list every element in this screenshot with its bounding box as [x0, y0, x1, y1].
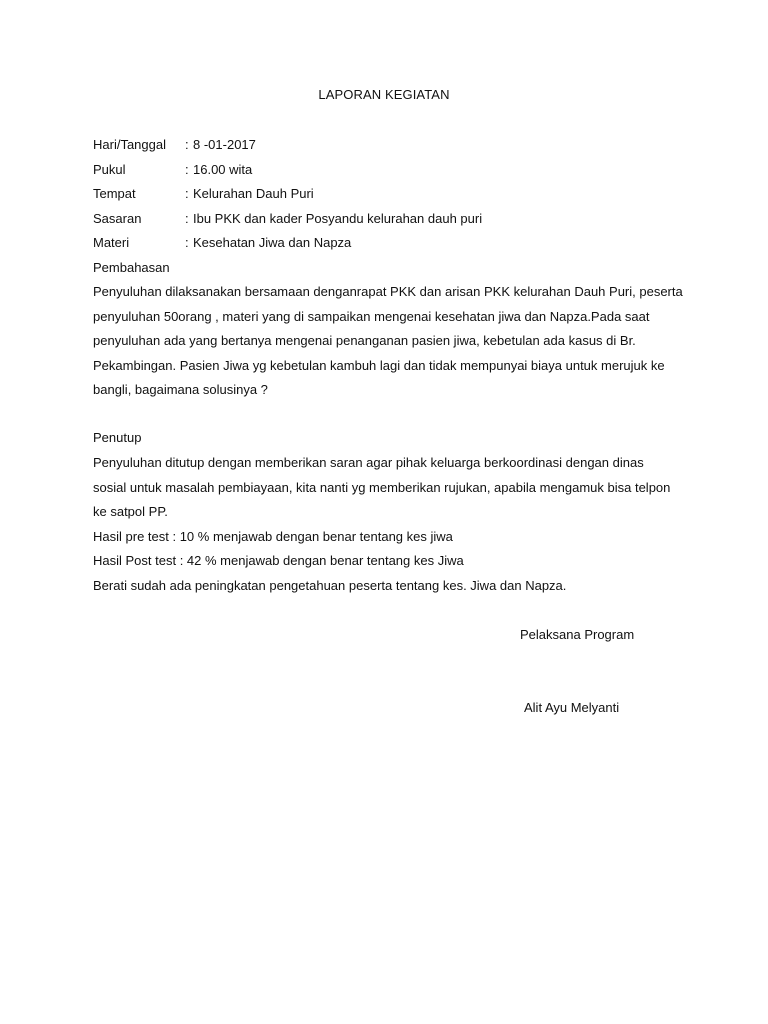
pre-test-result: Hasil pre test : 10 % menjawab dengan benar tentang kes jiwa: [93, 528, 453, 544]
meta-label: Materi: [93, 235, 130, 250]
paragraph-line: sosial untuk masalah pembiayaan, kita nanti yg memberikan rujukan, apabila mengamuk bisa telpon: [93, 479, 671, 495]
post-test-result: Hasil Post test : 42 % menjawab dengan benar tentang kes Jiwa: [93, 553, 464, 568]
signature-role: Pelaksana Program: [520, 627, 635, 642]
meta-value: Ibu PKK dan kader Posyandu kelurahan dauh puri: [193, 210, 483, 226]
signature-name: Alit Ayu Melyanti: [524, 700, 620, 715]
meta-separator: :: [185, 186, 189, 201]
meta-value: 8 -01-2017: [193, 137, 256, 152]
pembahasan-heading: Pembahasan: [93, 260, 170, 275]
document-title: LAPORAN KEGIATAN: [318, 87, 450, 102]
penutup-paragraph: [93, 451, 683, 598]
meta-label: Hari/Tanggal: [93, 137, 166, 152]
meta-label: Tempat: [93, 186, 136, 201]
meta-separator: :: [185, 235, 189, 250]
meta-row-tempat: [93, 185, 693, 210]
penutup-heading: Penutup: [93, 430, 142, 445]
paragraph-line: Pekambingan. Pasien Jiwa yg kebetulan kambuh lagi dan tidak mempunyai biaya untuk merujuk ke: [93, 357, 665, 373]
meta-value: Kesehatan Jiwa dan Napza: [193, 235, 352, 250]
meta-row-sasaran: [93, 210, 693, 235]
pembahasan-paragraph: [93, 280, 683, 403]
meta-value: 16.00 wita: [193, 161, 253, 177]
paragraph-line: ke satpol PP.: [93, 504, 168, 519]
meta-row-pukul: [93, 161, 693, 186]
paragraph-line: Penyuluhan dilaksanakan bersamaan denganrapat PKK dan arisan PKK kelurahan Dauh Puri, peserta: [93, 284, 683, 299]
meta-row-materi: [93, 234, 693, 259]
conclusion-line: Berati sudah ada peningkatan pengetahuan peserta tentang kes. Jiwa dan Napza.: [93, 577, 567, 593]
meta-label: Sasaran: [93, 210, 142, 226]
meta-separator: :: [185, 210, 189, 226]
paragraph-line: Penyuluhan ditutup dengan memberikan saran agar pihak keluarga berkoordinasi dengan dinas: [93, 455, 644, 470]
meta-separator: :: [185, 137, 189, 152]
meta-label: Pukul: [93, 161, 126, 177]
paragraph-line: bangli, bagaimana solusinya ?: [93, 382, 268, 397]
paragraph-line: penyuluhan ada yang bertanya mengenai penanganan pasien jiwa, kebetulan ada kasus di Br.: [93, 333, 636, 348]
meta-separator: :: [185, 161, 189, 177]
meta-table: [93, 136, 693, 259]
meta-row-hari-tanggal: [93, 136, 693, 161]
meta-value: Kelurahan Dauh Puri: [193, 186, 314, 201]
paragraph-line: penyuluhan 50orang , materi yang di sampaikan mengenai kesehatan jiwa dan Napza.Pada saat: [93, 308, 650, 324]
